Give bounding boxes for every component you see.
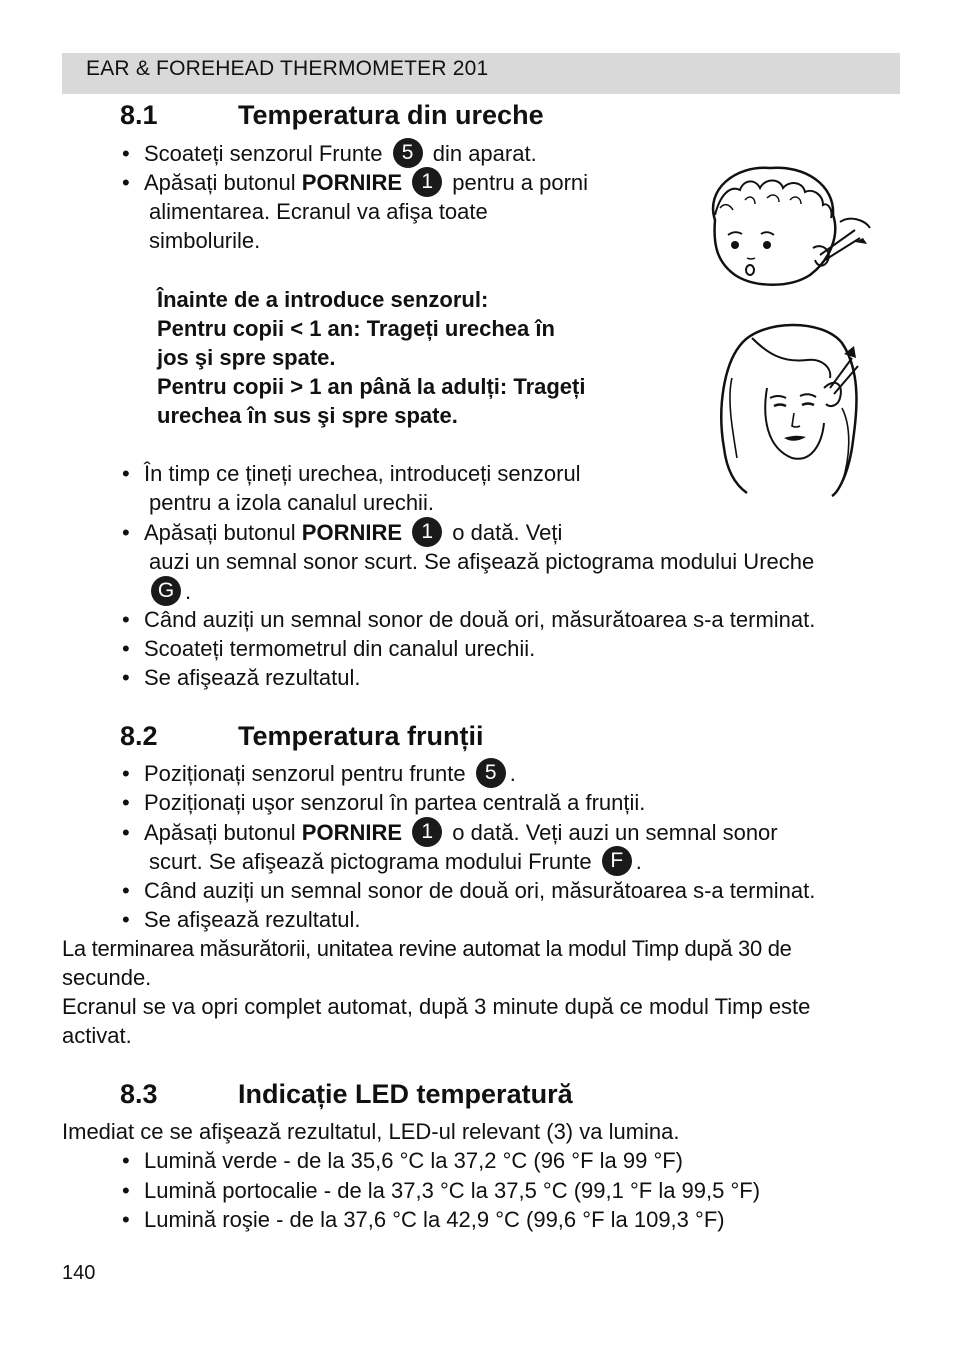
note-line: urechea în sus şi spre spate. [157,403,458,428]
section-number: 8.2 [120,721,158,751]
text: Poziționați senzorul pentru frunte [144,761,466,786]
text-line [149,847,642,878]
text: Apăsați butonul [144,170,296,195]
list-item [122,663,361,692]
list-item [122,818,778,849]
paragraph-line: secunde. [62,965,152,990]
list-item [122,876,816,905]
bullet: • [122,1207,130,1232]
bullet: • [122,790,130,815]
paragraph-line: Ecranul se va opri complet automat, după 3 minute după ce modul Timp este [62,994,811,1019]
bullet: • [122,1178,130,1203]
badge-1: 1 [412,817,442,847]
badge-g: G [151,576,181,606]
list-item [122,168,589,199]
text: Se afişează rezultatul. [144,907,361,932]
bullet: • [122,820,130,845]
bullet: • [122,520,130,545]
bullet: • [122,607,130,632]
text: Când auziți un semnal sonor de două ori, măsurătoarea s-a terminat. [144,607,816,632]
text: o dată. Veți auzi un semnal sonor [452,820,778,845]
text: din aparat. [432,141,537,166]
note-line: Pentru copii > 1 an până la adulți: Trageți [157,374,586,399]
note-line: jos şi spre spate. [157,345,336,370]
badge-f: F [602,846,632,876]
badge-5: 5 [393,138,423,168]
page-number: 140 [62,1262,96,1284]
section-title: Indicație LED temperatură [238,1079,573,1109]
led-green-text: Lumină verde - de la 35,6 °C la 37,2 °C (96 °F la 99 °F) [144,1148,683,1173]
paragraph-line: La terminarea măsurătorii, unitatea revine automat la modul Timp după 30 de [62,936,792,961]
text: o dată. Veți [452,520,563,545]
badge-1: 1 [412,167,442,197]
adult-ear-illustration [712,318,872,498]
text: Se afişează rezultatul. [144,665,361,690]
text-line: alimentarea. Ecranul va afişa toate [149,199,488,224]
section-number: 8.1 [120,100,158,130]
bullet: • [122,907,130,932]
list-item [122,788,646,817]
led-orange-text: Lumină portocalie - de la 37,3 °C la 37,5 °C (99,1 °F la 99,5 °F) [144,1178,761,1203]
list-item [122,1146,683,1175]
child-ear-illustration [695,160,875,290]
text-line [149,577,191,608]
list-item [122,459,581,488]
section-title: Temperatura din ureche [238,100,544,130]
text: pentru a porni [452,170,589,195]
text: În timp ce țineți urechea, introduceți senzorul [144,461,581,486]
button-name: PORNIRE [301,820,403,845]
text: . [509,761,516,786]
header-title: EAR & FOREHEAD THERMOMETER 201 [86,57,489,80]
note-line: Înainte de a introduce senzorul: [157,287,489,312]
section-title: Temperatura frunții [238,721,484,751]
text: Apăsați butonul [144,520,296,545]
button-name: PORNIRE [301,170,403,195]
text: Scoateți senzorul Frunte [144,141,383,166]
badge-1: 1 [412,517,442,547]
bullet: • [122,761,130,786]
text: Apăsați butonul [144,820,296,845]
button-name: PORNIRE [301,520,403,545]
text-line: auzi un semnal sonor scurt. Se afişează pictograma modului Ureche [149,549,815,574]
text: scurt. Se afişează pictograma modului Frunte [149,849,592,874]
bullet: • [122,141,130,166]
bullet: • [122,665,130,690]
list-item [122,634,536,663]
list-item [122,518,563,549]
paragraph-line: Imediat ce se afişează rezultatul, LED-ul relevant (3) va lumina. [62,1119,680,1144]
text-line: simbolurile. [149,228,261,253]
badge-5: 5 [476,758,506,788]
text: Scoateți termometrul din canalul urechii. [144,636,536,661]
text: . [635,849,642,874]
paragraph-line: activat. [62,1023,132,1048]
bullet: • [122,461,130,486]
note-line: Pentru copii < 1 an: Trageți urechea în [157,316,555,341]
bullet: • [122,878,130,903]
list-item [122,759,516,790]
list-item [122,905,361,934]
text: Când auziți un semnal sonor de două ori, măsurătoarea s-a terminat. [144,878,816,903]
list-item [122,139,537,170]
text-line: pentru a izola canalul urechii. [149,490,434,515]
bullet: • [122,1148,130,1173]
text: . [185,579,192,604]
list-item [122,1176,761,1205]
list-item [122,605,816,634]
led-red-text: Lumină roşie - de la 37,6 °C la 42,9 °C (99,6 °F la 109,3 °F) [144,1207,725,1232]
text: Poziționați uşor senzorul în partea centrală a frunții. [144,790,646,815]
section-number: 8.3 [120,1079,158,1109]
bullet: • [122,636,130,661]
list-item [122,1205,725,1234]
bullet: • [122,170,130,195]
header-bar [62,53,900,94]
